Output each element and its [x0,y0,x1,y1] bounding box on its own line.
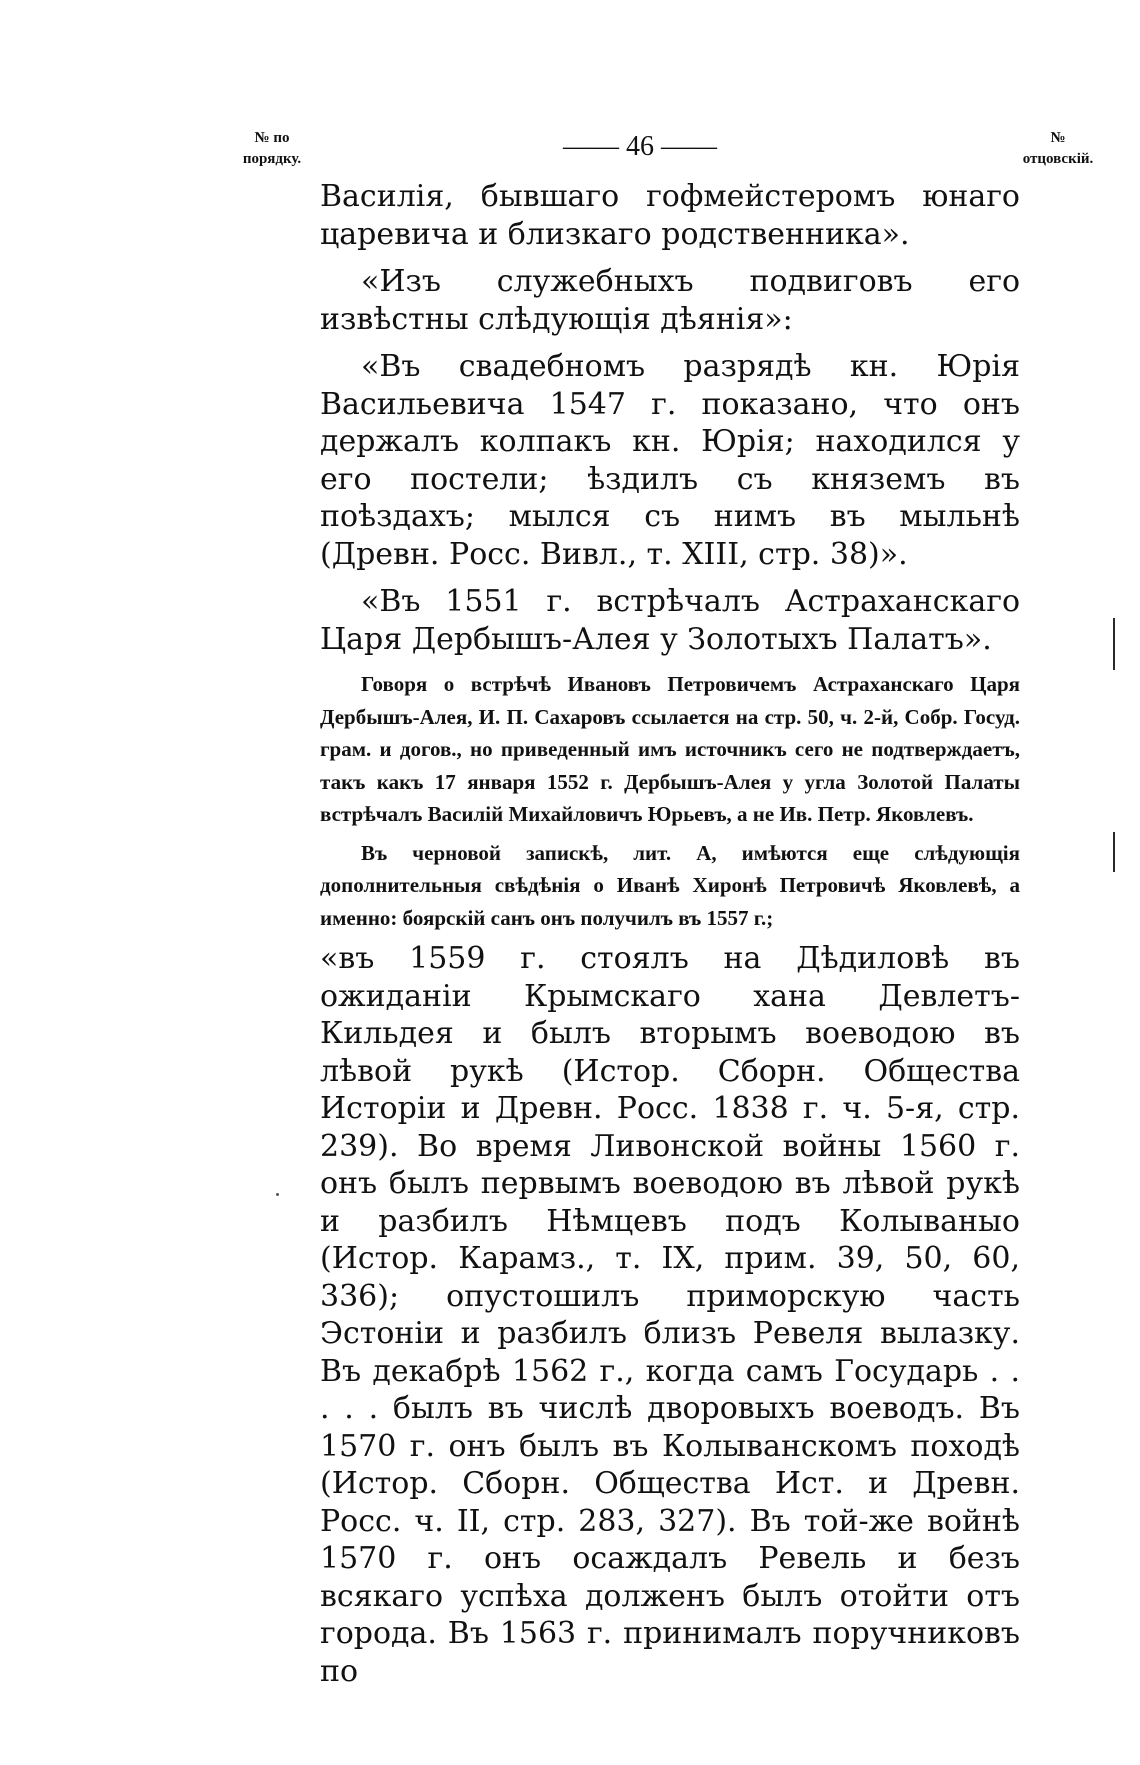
footnote-draft-note: Въ черновой запискѣ, лит. А, имѣются еще слѣдующія дополнительныя свѣдѣнія о Иванѣ Хиронѣ Петровичѣ Яковлевѣ, а именно: боярскій санъ онъ получилъ въ 1557 г.; [320,840,1020,930]
margin-rule [1113,618,1115,670]
column-label-order-number: № по порядку. [242,130,302,167]
footnote-sakharov: Говоря о встрѣчѣ Ивановъ Петровичемъ Астраханскаго Царя Дербышъ-Алея, И. П. Сахаровъ ссылается на стр. 50, ч. 2-й, Собр. Госуд. грам. и догов., но приведенный имъ источникъ сего не подтверждаетъ, такъ какъ 17 января 1552 г. Дербышъ-Алея у угла Золотой Палаты встрѣчалъ Василій Михайловичъ Юрьевъ, а не Ив. Петр. Яковлевъ. [320,672,1020,826]
margin-speck [276,1193,279,1196]
page-number: —— 46 —— [563,131,717,162]
paragraph-wedding-record: «Въ свадебномъ разрядѣ кн. Юрія Васильевича 1547 г. показано, что онъ держалъ колпакъ кн. Юрія; находился у его постели; ѣздилъ съ княземъ въ поѣздахъ; мылся съ нимъ въ мыльнѣ (Древн. Росс. Вивл., т. XIII, стр. 38)». [320,349,1020,572]
page-body [320,178,1020,1690]
paragraph-military-career: «въ 1559 г. стоялъ на Дѣдиловѣ въ ожиданіи Крымскаго хана Девлетъ-Кильдея и былъ вторымъ воеводою въ лѣвой рукѣ (Истор. Сборн. Общества Исторіи и Древн. Росс. 1838 г. ч. 5-я, стр. 239). Во время Ливонской войны 1560 г. онъ былъ первымъ воеводою въ лѣвой рукѣ и разбилъ Нѣмцевъ подъ Колываныо (Истор. Карамз., т. IX, прим. 39, 50, 60, 336); опустошилъ приморскую часть Эстоніи и разбилъ близъ Ревеля вылазку. Въ декабрѣ 1562 г., когда самъ Государь . . . . . былъ въ числѣ дворовыхъ воеводъ. Въ 1570 г. онъ былъ въ Колыванскомъ походѣ (Истор. Сборн. Общества Ист. и Древн. Росс. ч. II, стр. 283, 327). Въ той-же войнѣ 1570 г. онъ осаждалъ Ревель и безъ всякаго успѣха долженъ былъ отойти отъ города. Въ 1563 г. принималъ поручниковъ по [320,941,1020,1689]
paragraph-1551-meeting: «Въ 1551 г. встрѣчалъ Астраханскаго Царя Дербышъ-Алея у Золотыхъ Палатъ». [320,584,1020,657]
paragraph-continued: Василія, бывшаго гофмейстеромъ юнаго царевича и близкаго родственника». [320,179,1020,252]
paragraph-service-intro: «Изъ служебныхъ подвиговъ его извѣстны слѣдующія дѣянія»: [320,264,1020,337]
column-label-paternal-number: № отцовскій. [1022,130,1094,167]
margin-rule [1113,832,1115,872]
